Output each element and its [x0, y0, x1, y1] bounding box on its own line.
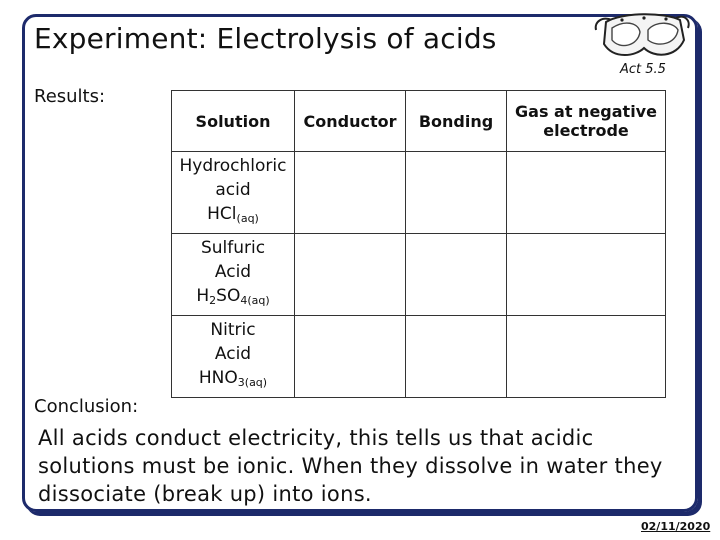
header-conductor: Conductor [295, 91, 406, 152]
formula-subscript: (aq) [236, 212, 259, 225]
gas-cell[interactable] [507, 152, 666, 234]
conclusion-line2: solutions must be ionic. When they dissolve in water they [38, 454, 663, 478]
solution-name-line1: Hydrochloric [179, 156, 287, 176]
solution-name-line1: Nitric [210, 320, 256, 340]
solution-name-line2: acid [215, 180, 251, 200]
formula-part-a: H [196, 286, 210, 306]
table-row [172, 234, 666, 316]
solution-name-line2: Acid [214, 262, 252, 282]
formula-main: HCl [207, 204, 237, 224]
header-gas-line1: Gas at negative [515, 102, 657, 121]
results-label: Results: [34, 86, 106, 107]
solution-name-line2: Acid [214, 344, 252, 364]
results-table [171, 90, 666, 398]
bonding-cell[interactable] [406, 234, 507, 316]
header-bonding: Bonding [406, 91, 507, 152]
table-row [172, 152, 666, 234]
page-title: Experiment: Electrolysis of acids [34, 22, 497, 55]
bonding-cell[interactable] [406, 152, 507, 234]
conclusion-label: Conclusion: [34, 396, 139, 417]
formula-main: HNO [198, 368, 238, 388]
formula-subscript-b: 4(aq) [240, 294, 270, 307]
safety-goggles-icon [592, 8, 692, 66]
bonding-cell[interactable] [406, 316, 507, 398]
solution-formula [207, 204, 259, 224]
header-solution: Solution [172, 91, 295, 152]
conductor-cell[interactable] [295, 234, 406, 316]
conclusion-line1: All acids conduct electricity, this tells us that acidic [38, 426, 594, 450]
formula-subscript: 3(aq) [237, 376, 268, 389]
solution-formula [199, 368, 267, 388]
activity-code: Act 5.5 [620, 62, 666, 77]
gas-cell[interactable] [507, 234, 666, 316]
conductor-cell[interactable] [295, 316, 406, 398]
date-stamp: 02/11/2020 [641, 520, 711, 533]
solution-formula [196, 286, 269, 306]
solution-name-line1: Sulfuric [200, 238, 266, 258]
formula-part-b: SO [216, 286, 241, 306]
gas-cell[interactable] [507, 316, 666, 398]
header-gas-at-negative-electrode [507, 91, 666, 152]
conclusion-line3: dissociate (break up) into ions. [38, 482, 372, 506]
solution-cell [172, 152, 295, 234]
conductor-cell[interactable] [295, 152, 406, 234]
solution-cell [172, 234, 295, 316]
formula-subscript-a: 2 [209, 294, 217, 307]
table-row [172, 316, 666, 398]
table-header-row [172, 91, 666, 152]
conclusion-text [38, 424, 698, 508]
solution-cell [172, 316, 295, 398]
header-gas-line2: electrode [543, 121, 629, 140]
